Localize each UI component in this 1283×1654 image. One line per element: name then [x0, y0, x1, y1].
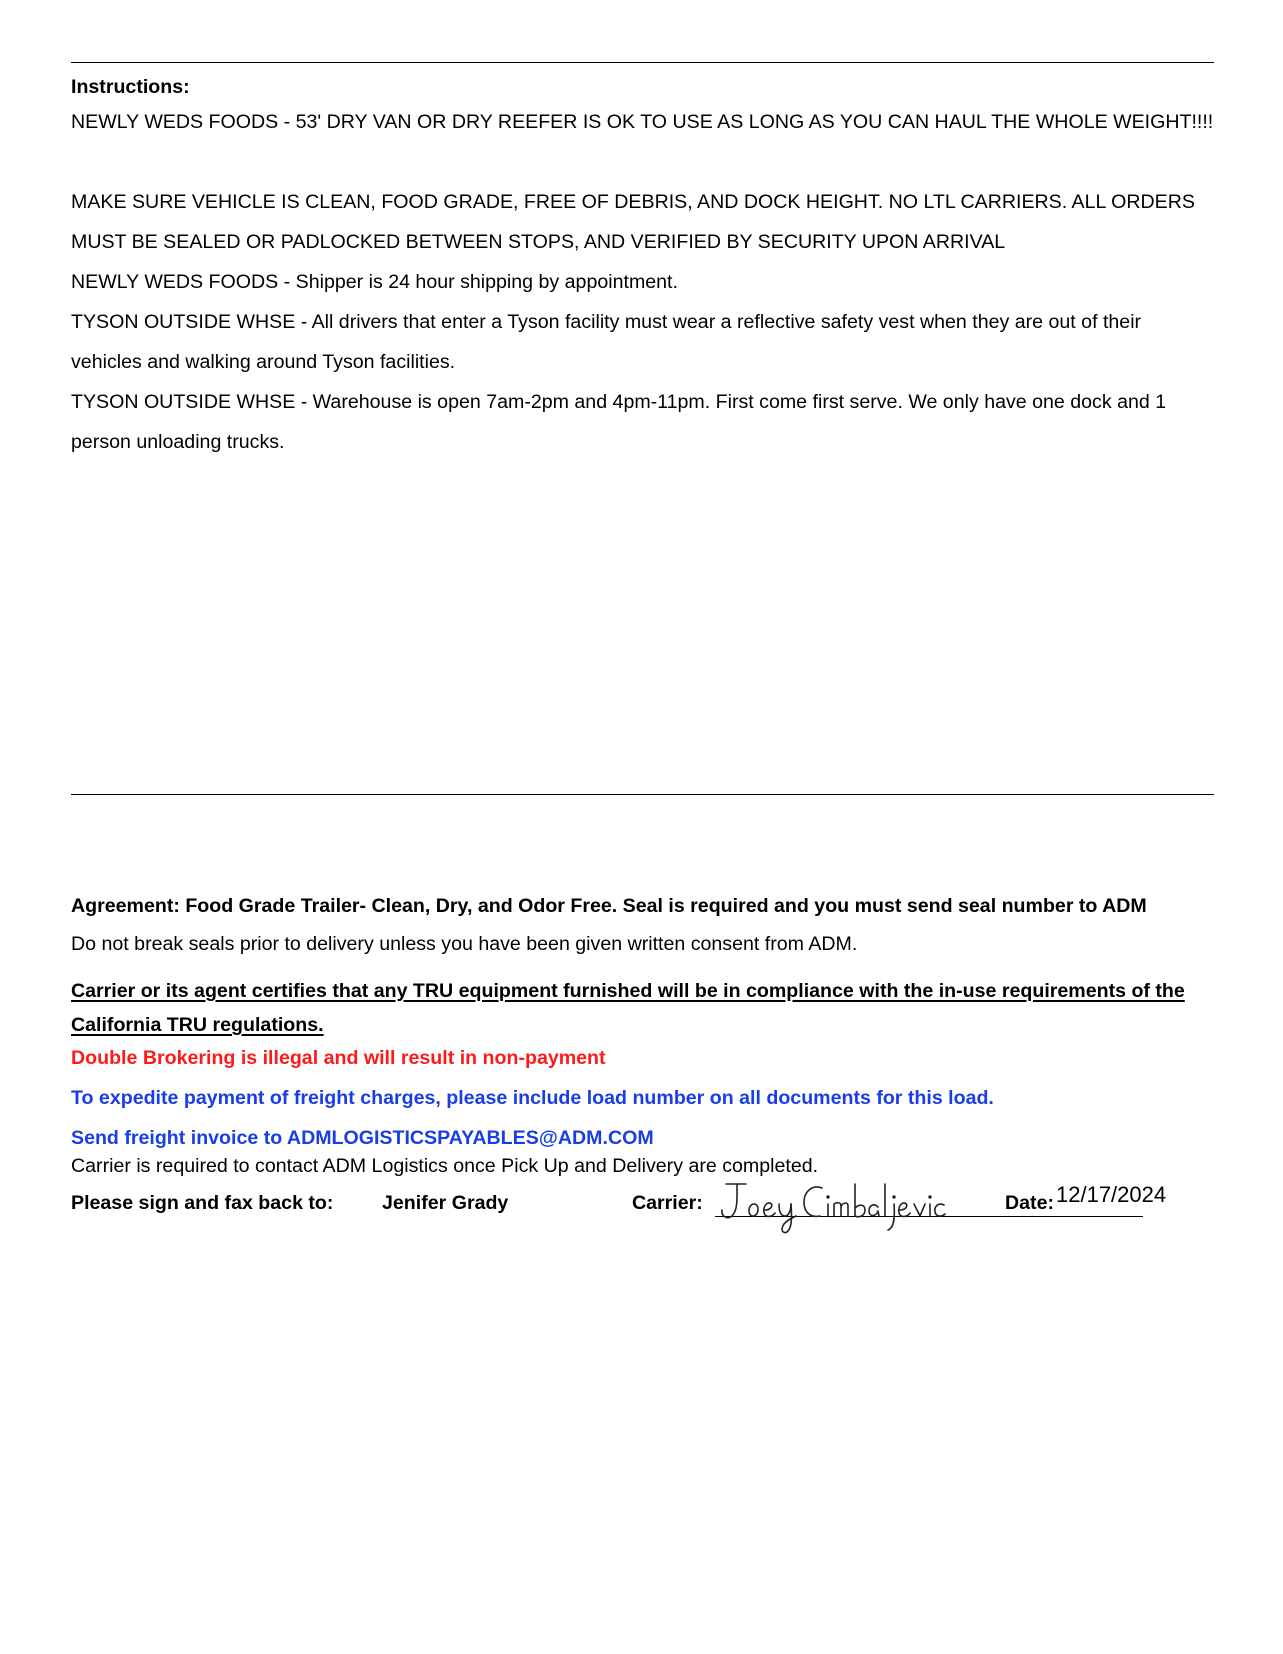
fax-recipient-name: Jenifer Grady: [382, 1192, 509, 1214]
instruction-vehicle-requirements: MAKE SURE VEHICLE IS CLEAN, FOOD GRADE, FREE OF DEBRIS, AND DOCK HEIGHT. NO LTL CARRIERS. ALL ORDERS MUST BE SEALED OR PADLOCKED BETWEEN STOPS, AND VERIFIED BY SECURITY UPON ARRIVAL: [71, 191, 1195, 253]
carrier-label: Carrier:: [632, 1192, 703, 1214]
carrier-signature: [716, 1174, 976, 1236]
instructions-section: [71, 76, 1214, 462]
date-label: Date:: [1005, 1192, 1054, 1214]
sign-fax-label: Please sign and fax back to:: [71, 1192, 334, 1214]
expedite-payment-note: To expedite payment of freight charges, please include load number on all documents for this load.: [71, 1087, 994, 1109]
agreement-heading: Agreement: Food Grade Trailer- Clean, Dry, and Odor Free. Seal is required and you must send seal number to ADM: [71, 895, 1147, 917]
invoice-email-note: Send freight invoice to ADMLOGISTICSPAYABLES@ADM.COM: [71, 1127, 654, 1149]
instruction-newly-weds-equipment: NEWLY WEDS FOODS - 53' DRY VAN OR DRY REEFER IS OK TO USE AS LONG AS YOU CAN HAUL THE WHOLE WEIGHT!!!!: [71, 111, 1214, 133]
tru-certification-text: Carrier or its agent certifies that any TRU equipment furnished will be in compliance with the in-use requirements of the California TRU regulations.: [71, 980, 1185, 1036]
instructions-title: Instructions:: [71, 76, 190, 98]
instruction-shipper-hours: NEWLY WEDS FOODS - Shipper is 24 hour shipping by appointment.: [71, 271, 678, 293]
instruction-spacer: [71, 142, 1214, 182]
top-divider: [71, 62, 1214, 63]
signed-date: 12/17/2024: [1056, 1182, 1167, 1207]
double-brokering-warning: Double Brokering is illegal and will result in non-payment: [71, 1047, 606, 1069]
middle-divider: [71, 794, 1214, 795]
signature-row: [71, 1182, 1231, 1226]
tru-certification: [71, 974, 1216, 1042]
contact-requirement-note: Carrier is required to contact ADM Logistics once Pick Up and Delivery are completed.: [71, 1155, 819, 1177]
handwritten-signature-graphic: [716, 1174, 976, 1236]
instruction-tyson-safety-vest: TYSON OUTSIDE WHSE - All drivers that enter a Tyson facility must wear a reflective safety vest when they are out of their vehicles and walking around Tyson facilities.: [71, 311, 1142, 373]
instruction-tyson-warehouse-hours: TYSON OUTSIDE WHSE - Warehouse is open 7am-2pm and 4pm-11pm. First come first serve. We only have one dock and 1 person unloading trucks.: [71, 391, 1167, 453]
seal-consent-note: Do not break seals prior to delivery unless you have been given written consent from ADM.: [71, 933, 858, 955]
